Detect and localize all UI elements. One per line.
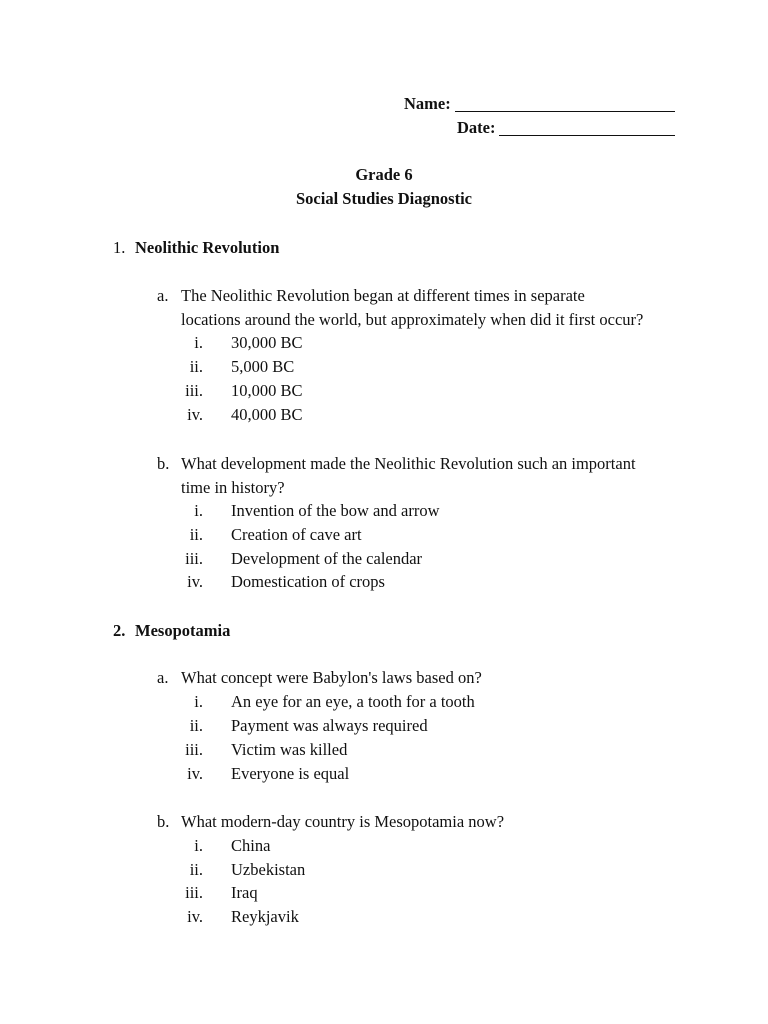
name-field[interactable] xyxy=(404,94,675,114)
question-text-line: What concept were Babylon's laws based on? xyxy=(181,668,482,687)
option-text: 10,000 BC xyxy=(231,381,303,400)
answer-option[interactable] xyxy=(157,572,385,592)
option-numeral: i. xyxy=(194,333,203,352)
answer-option[interactable] xyxy=(157,549,422,569)
answer-option[interactable] xyxy=(157,333,303,353)
date-label: Date: xyxy=(457,118,496,137)
section-heading xyxy=(113,621,230,641)
option-text: Everyone is equal xyxy=(231,764,350,783)
option-text: Payment was always required xyxy=(231,716,428,735)
option-text: Domestication of crops xyxy=(231,572,385,591)
answer-option[interactable] xyxy=(157,692,475,712)
question-text-line: What development made the Neolithic Revolution such an important xyxy=(181,454,636,473)
question-text-line: time in history? xyxy=(181,478,285,497)
answer-option[interactable] xyxy=(157,381,303,401)
date-blank-line[interactable] xyxy=(499,121,675,136)
answer-option[interactable] xyxy=(157,883,258,903)
option-numeral: ii. xyxy=(189,716,203,735)
answer-option[interactable] xyxy=(157,764,349,784)
answer-option[interactable] xyxy=(157,405,303,425)
option-numeral: ii. xyxy=(189,860,203,879)
option-numeral: iii. xyxy=(185,381,203,400)
answer-option[interactable] xyxy=(157,860,305,880)
question-text-line: The Neolithic Revolution began at different times in separate xyxy=(181,286,585,305)
option-numeral: ii. xyxy=(189,525,203,544)
grade-heading: Grade 6 xyxy=(355,165,413,184)
question-text-line: What modern-day country is Mesopotamia now? xyxy=(181,812,505,831)
option-text: An eye for an eye, a tooth for a tooth xyxy=(231,692,475,711)
question-1b xyxy=(157,454,636,474)
date-field[interactable] xyxy=(457,118,675,138)
answer-option[interactable] xyxy=(157,501,439,521)
option-numeral: iii. xyxy=(185,549,203,568)
option-text: Victim was killed xyxy=(231,740,348,759)
question-2b xyxy=(157,812,504,832)
question-2a xyxy=(157,668,482,688)
section-number: 2. xyxy=(113,621,126,640)
option-numeral: i. xyxy=(194,501,203,520)
name-blank-line[interactable] xyxy=(455,97,675,112)
section-heading xyxy=(113,238,279,258)
option-numeral: ii. xyxy=(189,357,203,376)
option-numeral: iii. xyxy=(185,883,203,902)
option-numeral: iv. xyxy=(187,907,203,926)
option-text: 40,000 BC xyxy=(231,405,303,424)
question-letter: b. xyxy=(157,454,170,473)
question-text-line: locations around the world, but approximately when did it first occur? xyxy=(181,310,644,329)
option-numeral: iv. xyxy=(187,764,203,783)
section-number: 1. xyxy=(113,238,126,257)
option-numeral: iv. xyxy=(187,405,203,424)
option-text: China xyxy=(231,836,271,855)
option-numeral: iii. xyxy=(185,740,203,759)
option-text: 30,000 BC xyxy=(231,333,303,352)
answer-option[interactable] xyxy=(157,907,299,927)
option-text: Invention of the bow and arrow xyxy=(231,501,440,520)
answer-option[interactable] xyxy=(157,716,428,736)
answer-option[interactable] xyxy=(157,357,294,377)
answer-option[interactable] xyxy=(157,836,270,856)
answer-option[interactable] xyxy=(157,740,347,760)
option-text: Creation of cave art xyxy=(231,525,362,544)
question-1a xyxy=(157,286,585,306)
option-text: Development of the calendar xyxy=(231,549,423,568)
question-letter: b. xyxy=(157,812,170,831)
name-label: Name: xyxy=(404,94,451,113)
option-text: 5,000 BC xyxy=(231,357,295,376)
question-letter: a. xyxy=(157,668,169,687)
question-letter: a. xyxy=(157,286,169,305)
option-numeral: iv. xyxy=(187,572,203,591)
option-numeral: i. xyxy=(194,836,203,855)
option-text: Iraq xyxy=(231,883,258,902)
answer-option[interactable] xyxy=(157,525,362,545)
option-text: Uzbekistan xyxy=(231,860,306,879)
option-text: Reykjavik xyxy=(231,907,299,926)
section-title: Mesopotamia xyxy=(135,621,231,640)
section-title: Neolithic Revolution xyxy=(135,238,280,257)
option-numeral: i. xyxy=(194,692,203,711)
subject-heading: Social Studies Diagnostic xyxy=(295,189,473,208)
